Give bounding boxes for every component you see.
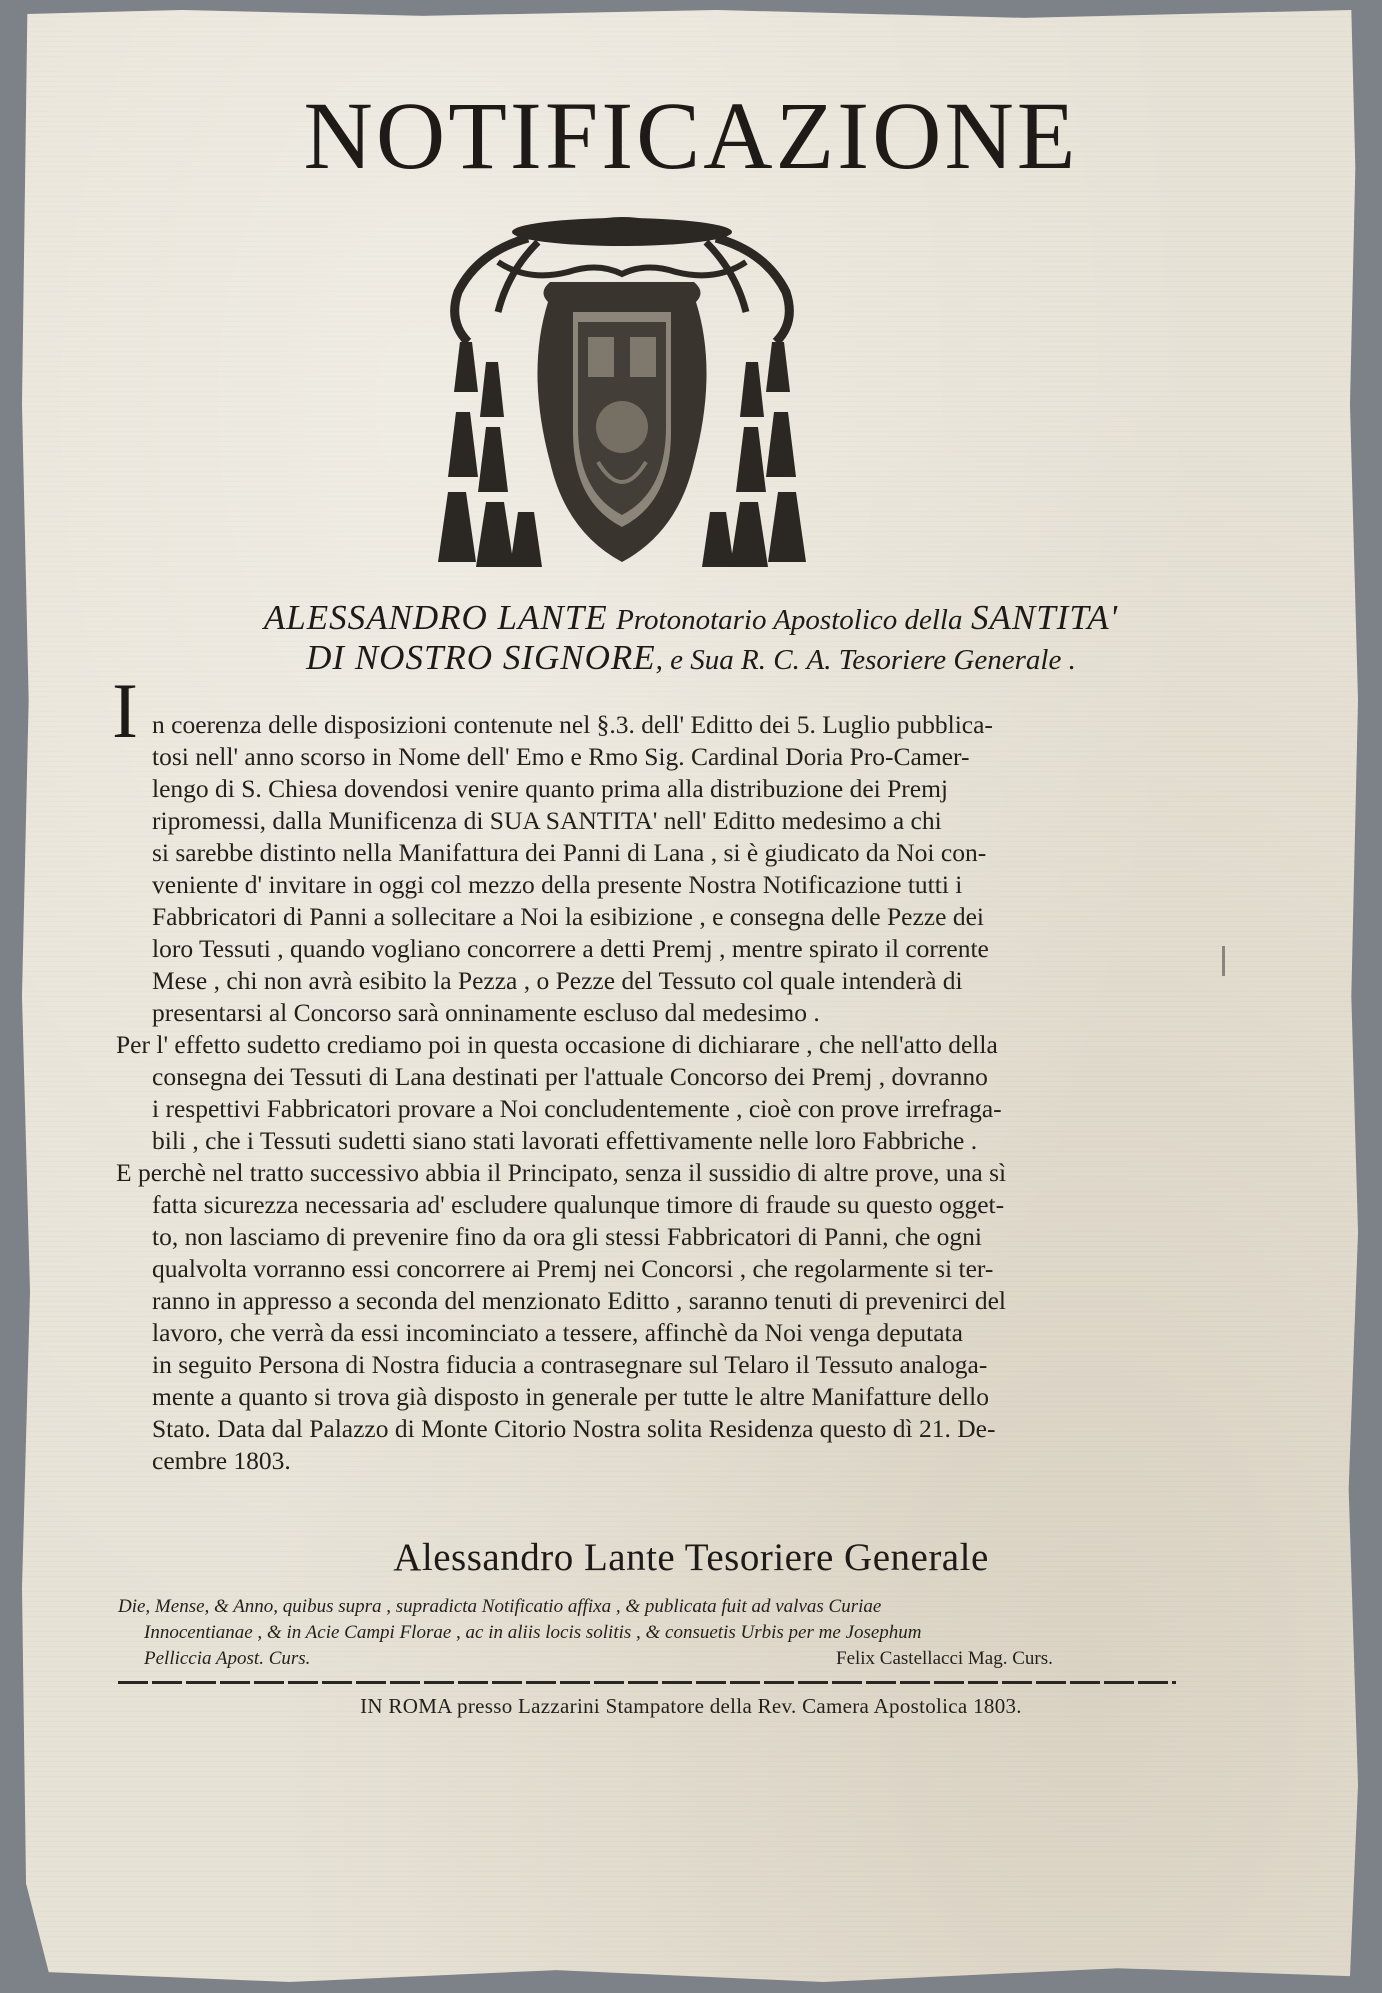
divider-rule [118, 1681, 1176, 1684]
body-line: consegna dei Tessuti di Lana destinati per l'attuale Concorso dei Premj , dovranno [152, 1062, 988, 1091]
heading-title-text: Protonotario Apostolico della [616, 604, 963, 636]
body-line: mente a quanto si trova già disposto in generale per tutte le altre Manifatture dello [152, 1382, 989, 1411]
body-line: Per l' effetto sudetto crediamo poi in questa occasione di dichiarare , che nell'atto della [116, 1030, 998, 1059]
latin-right-line: Felix Castellacci Mag. Curs. [836, 1648, 1053, 1669]
latin-line: Pelliccia Apost. Curs. [144, 1648, 311, 1669]
body-line: fatta sicurezza necessaria ad' escludere qualunque timore di fraude su questo ogget- [152, 1190, 1005, 1219]
body-line: tosi nell' anno scorso in Nome dell' Emo e Rmo Sig. Cardinal Doria Pro-Camer- [152, 742, 970, 771]
body-line: qualvolta vorranno essi concorrere ai Premj nei Concorsi , che regolarmente si ter- [152, 1254, 994, 1283]
signature: Alessandro Lante Tesoriere Generale [393, 1536, 989, 1579]
heading-name: ALESSANDRO LANTE [263, 598, 608, 637]
heading-tesoriere: , e Sua R. C. A. Tesoriere Generale . [655, 644, 1076, 676]
body-line: si sarebbe distinto nella Manifattura dei Panni di Lana , si è giudicato da Noi con- [152, 838, 987, 867]
body-line: bili , che i Tessuti sudetti siano stati lavorati effettivamente nelle loro Fabbriche . [152, 1126, 978, 1155]
body-line: lavoro, che verrà da essi incominciato a tessere, affinchè da Noi venga deputata [152, 1318, 963, 1347]
heading-santita: SANTITA' [970, 598, 1119, 637]
cardinal-coat-of-arms-icon [438, 212, 806, 574]
document-title: NOTIFICAZIONE [303, 82, 1079, 189]
body-line: E perchè nel tratto successivo abbia il Principato, senza il sussidio di altre prove, una sì [116, 1158, 1007, 1187]
latin-line: Innocentianae , & in Acie Campi Florae , ac in aliis locis solitis , & consuetis Urbis per me Josephum [144, 1622, 922, 1643]
body-line: lengo di S. Chiesa dovendosi venire quanto prima alla distribuzione dei Premj [152, 774, 949, 803]
body-line: in seguito Persona di Nostra fiducia a contrasegnare sul Telaro il Tessuto analoga- [152, 1350, 988, 1379]
body-line: Stato. Data dal Palazzo di Monte Citorio Nostra solita Residenza questo dì 21. De- [152, 1414, 996, 1443]
body-line: ripromessi, dalla Munificenza di SUA SANTITA' nell' Editto medesimo a chi [152, 806, 942, 835]
heading-signore: DI NOSTRO SIGNORE [306, 638, 656, 677]
body-line: Fabbricatori di Panni a sollecitare a Noi la esibizione , e consegna delle Pezze dei [152, 902, 984, 931]
body-line: n coerenza delle disposizioni contenute nel §.3. dell' Editto dei 5. Luglio pubblica- [152, 710, 993, 739]
body-line: Mese , chi non avrà esibito la Pezza , o Pezze del Tessuto col quale intenderà di [152, 966, 963, 995]
margin-mark [1222, 946, 1225, 976]
body-line: to, non lasciamo di prevenire fino da ora gli stessi Fabbricatori di Panni, che ogni [152, 1222, 982, 1251]
body-line: ranno in appresso a seconda del menzionato Editto , saranno tenuti di prevenirci del [152, 1286, 1006, 1315]
body-line: i respettivi Fabbricatori provare a Noi concludentemente , cioè con prove irrefraga- [152, 1094, 1002, 1123]
body-line: loro Tessuti , quando vogliano concorrere a detti Premj , mentre spirato il corrente [152, 934, 989, 963]
imprint: IN ROMA presso Lazzarini Stampatore della Rev. Camera Apostolica 1803. [360, 1694, 1022, 1718]
heading-line-1 [0, 600, 1382, 636]
body-line: veniente d' invitare in oggi col mezzo della presente Nostra Notificazione tutti i [152, 870, 963, 899]
body-line: presentarsi al Concorso sarà onninamente escluso dal medesimo . [152, 998, 820, 1027]
heading-line-2 [0, 640, 1382, 676]
latin-line: Die, Mense, & Anno, quibus supra , supradicta Notificatio affixa , & publicata fuit ad valvas Curiae [118, 1596, 882, 1617]
drop-cap: I [112, 667, 138, 754]
body-line: cembre 1803. [152, 1446, 291, 1475]
